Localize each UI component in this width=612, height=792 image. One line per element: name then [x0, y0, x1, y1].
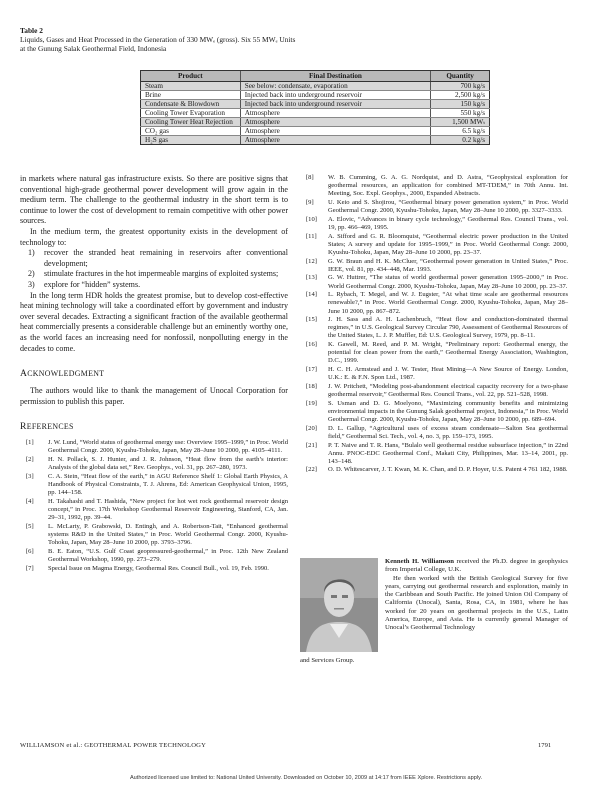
- list-item: 3) explore for “hidden” systems.: [28, 279, 141, 289]
- column-header-product: Product: [141, 71, 241, 82]
- table-cell: 6.5 kg/s: [431, 127, 490, 136]
- author-portrait-icon: [300, 558, 378, 652]
- table-caption-line2: at the Gunung Salak Geothermal Field, Indonesia: [20, 44, 167, 53]
- table-cell: Injected back into underground reservoir: [240, 91, 431, 100]
- license-notice: Authorized licensed use limited to: National United University. Downloaded on October 10, 2009 at 14:17 from IEEE Xplore. Restrictions apply.: [129, 775, 483, 781]
- reference-item: [20] D. L. Gallup, “Agricultural uses of excess steam condensate—Salton Sea geothermal field,” Geothermal Sci. Tech., vol. 4, no. 3, pp. 159–173, 1995.: [306, 424, 568, 440]
- column-header-quantity: Quantity: [431, 71, 490, 82]
- bio-paragraph: Kenneth H. Williamson received the Ph.D. degree in geophysics from Imperial College, U.K.: [385, 558, 569, 574]
- page-number: 1791: [538, 742, 552, 749]
- table-row: [141, 100, 490, 109]
- list-item: 1) recover the stranded heat remaining in reservoirs after conventional development;: [28, 248, 288, 268]
- table-cell: Atmosphere: [240, 127, 431, 136]
- data-table: [140, 70, 490, 145]
- reference-item: [19] S. Usman and D. G. Moelyono, “Maximizing community benefits and minimizing environmental impacts in the Gunung Salak geothermal project, Indonesia,” in Proc. World Geothermal Congr. 2000, Kyushu-Tohoku, Japan, May 28–June 10 2000, pp. 689–694.: [306, 399, 568, 424]
- bio-paragraph: He then worked with the British Geological Survey for five years, carrying out geothermal research and exploration, mainly in the Caribbean and South Pacific. He joined Union Oil Company of California (Unocal), Santa, Rosa, CA, in 1981, where he has worked for 20 years on geothermal projects in the U.S., Latin America, Europe, and Asia. He is currently general Manager of Unocal’s Geothermal Technology: [385, 574, 568, 632]
- column-header-final-destination: Final Destination: [240, 71, 431, 82]
- table-cell: CO₂ gas: [141, 127, 241, 136]
- reference-item: [10] A. Elovic, “Advances in binary cycle technology,” Geothermal Res. Council Trans., vol. 19, pp. 466–469, 1995.: [306, 215, 568, 231]
- table-header-row: [141, 71, 490, 82]
- reference-item: [22] O. D. Whitescarver, J. T. Kwan, M. K. Chan, and D. P. Hoyer, U.S. Patent 4 761 182, 1988.: [306, 466, 568, 474]
- reference-list-left: [20, 439, 288, 573]
- table-cell: 150 kg/s: [431, 100, 490, 109]
- references-heading: REFERENCES: [20, 421, 74, 433]
- bio-tail: and Services Group.: [300, 657, 355, 664]
- reference-item: [1] J. W. Lund, “World status of geothermal energy use: Overview 1995–1999,” in Proc. World Geothermal Congr. 2000, Kyushu-Tohoku, Japan, May 28–June 10 2000, pp. 4105–4111.: [26, 439, 288, 455]
- reference-list-right: [300, 174, 568, 475]
- reference-item: [14] L. Rybach, T. Megel, and W. J. Eugster, “At what time scale are geothermal resources renewable?,” in Proc. World Geothermal Congr. 2000, Kyushu-Tohoku, Japan, May 28–June 10 2000, pp. 867–872.: [306, 291, 568, 315]
- table-cell: See below: condensate, evaporation: [240, 82, 431, 91]
- reference-item: [18] J. W. Pritchett, “Modeling post-abandonment electrical capacity recovery for a two-phase geothermal reservoir,” Geothermal Res. Council Trans., vol. 22, pp. 521–528, 1998.: [306, 382, 568, 399]
- list-item: 2) stimulate fractures in the hot impermeable margins of exploited systems;: [28, 269, 279, 279]
- table-cell: Brine: [141, 91, 241, 100]
- acknowledgment-heading: ACKNOWLEDGMENT: [20, 368, 105, 380]
- table-cell: Steam: [141, 82, 241, 91]
- table-caption-line1: Liquids, Gases and Heat Processed in the Generation of 330 MWₑ (gross). Six 55 MWₑ Units: [20, 35, 296, 44]
- reference-item: [6] B. E. Eaton, “U.S. Gulf Coast geopressured-geothermal,” in Proc. 12th New Zealand Geothermal Workshop, 1990, pp. 273–279.: [26, 547, 288, 563]
- table-row: [141, 91, 490, 100]
- table-label: Table 2: [20, 26, 43, 35]
- table-cell: 700 kg/s: [431, 82, 490, 91]
- running-footer: WILLIAMSON et al.: GEOTHERMAL POWER TECHNOLOGY: [20, 742, 207, 749]
- reference-item: [12] G. W. Braun and H. K. McCluer, “Geothermal power generation in United States,” Proc. IEEE, vol. 81, pp. 434–448, Mar. 1993.: [306, 257, 568, 273]
- reference-item: [4] H. Takahashi and T. Hashida, “New project for hot wet rock geothermal reservoir design concept,” in Proc. 17th Workshop Geothermal Reservoir Engineering, Stanford, CA, Jan. 29–31, 1992, pp. 39–44.: [26, 497, 288, 522]
- reference-item: [11] A. Sifford and G. R. Bloomquist, “Geothermal electric power production in the United States; A survey and update for 1995–1999,” in Proc. World Geothermal Congr. 2000, Kyushu-Tohoku, Japan, May 28–June 10 2000, pp. 23–37.: [306, 232, 568, 256]
- acknowledgment-text: The authors would like to thank the management of Unocal Corporation for permission to publish this paper.: [20, 386, 288, 406]
- bio-name: Kenneth H. Williamson: [385, 558, 454, 565]
- table-cell: Atmosphere: [240, 109, 431, 118]
- reference-item: [21] P. T. Naive and T. R. Hans, “Bulalo well geothermal residue subsurface injection,” in 22nd Annu. PNOC-EDC Geothermal Conf., Makati City, Philippines, Mar. 13–14, 2001, pp. 143–148.: [306, 441, 568, 465]
- reference-item: [9] U. Keio and S. Shojirou, “Geothermal binary power generation system,” in Proc. World Geothermal Congr. 2000, Kyushu-Tohoku, Japan, May 28–June 10 2000, pp. 3327–3333.: [306, 198, 568, 215]
- right-column: [300, 174, 568, 475]
- reference-item: [5] L. McLarty, P. Grabowski, D. Entingh, and A. Robertson-Tait, “Enhanced geothermal systems R&D in the United States,” in Proc. World Geothermal Congr. 2000, Kyushu-Tohoku, Japan, May 28–June 10 2000, pp. 3793–3796.: [26, 522, 288, 547]
- table-cell: H₂S gas: [141, 136, 241, 145]
- reference-item: [15] J. H. Sass and A. H. Lachenbruch, “Heat flow and conduction-dominated thermal regimes,” in U.S. Geological Survey Circular 790, Assessment of Geothermal Resources of the United States, L. J. P. Muffler, Ed: U.S. Geological Survey, 1979, pp. 8–11.: [306, 316, 568, 340]
- numbered-list: [20, 248, 288, 290]
- table-row: [141, 136, 490, 145]
- reference-item: [8] W. B. Cumming, G. A. G. Nordquist, and D. Astra, “Geophysical exploration for geothermal resources, an application for combined MT-TDEM,” in 70th Annu. Int. Meeting, Soc. Expl. Geophys., 2000, Expanded Abstracts.: [306, 174, 568, 198]
- table-cell: Atmosphere: [240, 136, 431, 145]
- table-cell: Cooling Tower Heat Rejection: [141, 118, 241, 127]
- reference-item: [16] K. Gawell, M. Reed, and P. M. Wright, “Preliminary report: Geothermal energy, the potential for clean power from the earth,” Geothermal Energy Association, Washington, D.C., 1999.: [306, 341, 568, 365]
- table-cell: Cooling Tower Evaporation: [141, 109, 241, 118]
- body-paragraph: in markets where natural gas infrastructure exists. So there are positive signs that conventional high-grade geothermal power development will grow again in the medium term. The challenge to the geothermal industry in the short term is to continue to lower the cost of development to remain competitive with other power sources.: [20, 174, 288, 226]
- body-paragraph: In the medium term, the greatest opportunity exists in the development of technology to:: [20, 226, 288, 247]
- reference-item: [3] C. A. Stein, “Heat flow of the earth,” in AGU Reference Shelf 1: Global Earth Physics, A Handbook of Physical Constraints, T. J. Ahrens, Ed: American Geophysical Union, 1995, pp. 144–158.: [26, 472, 288, 497]
- table-cell: Atmosphere: [240, 118, 431, 127]
- table-caption: [20, 26, 380, 53]
- reference-item: [7] Special Issue on Magma Energy, Geothermal Res. Council Bull., vol. 19, Feb. 1990.: [26, 564, 269, 572]
- left-column: [20, 174, 288, 573]
- author-photo: [300, 558, 378, 652]
- table-row: [141, 118, 490, 127]
- author-bio: [385, 558, 568, 633]
- table-row: [141, 127, 490, 136]
- reference-item: [13] G. W. Huttrer, “The status of world geothermal power generation 1995–2000,” in Proc. World Geothermal Congr. 2000, Kyushu-Tohoku, Japan, May 28–June 10 2000, pp. 23–37.: [306, 274, 568, 290]
- table-cell: 2,500 kg/s: [431, 91, 490, 100]
- table-row: [141, 109, 490, 118]
- body-paragraph: In the long term HDR holds the greatest promise, but to develop cost-effective heat mining technology will take a coordinated effort by government and industry over several decades. Extracting a significant fraction of the available geothermal heat commercially presents a considerable challenge but an eminently worthy one, as the world faces an increasing need for nonfossil, nonpolluting energy in the decades to come.: [20, 290, 288, 353]
- table-cell: 0.2 kg/s: [431, 136, 490, 145]
- table-cell: Condensate & Blowdown: [141, 100, 241, 109]
- table-cell: 550 kg/s: [431, 109, 490, 118]
- table-cell: Injected back into underground reservoir: [240, 100, 431, 109]
- table-row: [141, 82, 490, 91]
- reference-item: [17] H. C. H. Armstead and J. W. Tester, Heat Mining—A New Source of Energy. London, U.K.: E. & F.N. Spon Ltd., 1987.: [306, 366, 568, 382]
- reference-item: [2] H. N. Pollack, S. J. Hunter, and J. R. Johnson, “Heat flow from the earth’s interior: Analysis of the global data set,” Rev. Geophys., vol. 31, pp. 267–280, 1973.: [26, 456, 288, 472]
- table-cell: 1,500 MWₜ: [431, 118, 490, 127]
